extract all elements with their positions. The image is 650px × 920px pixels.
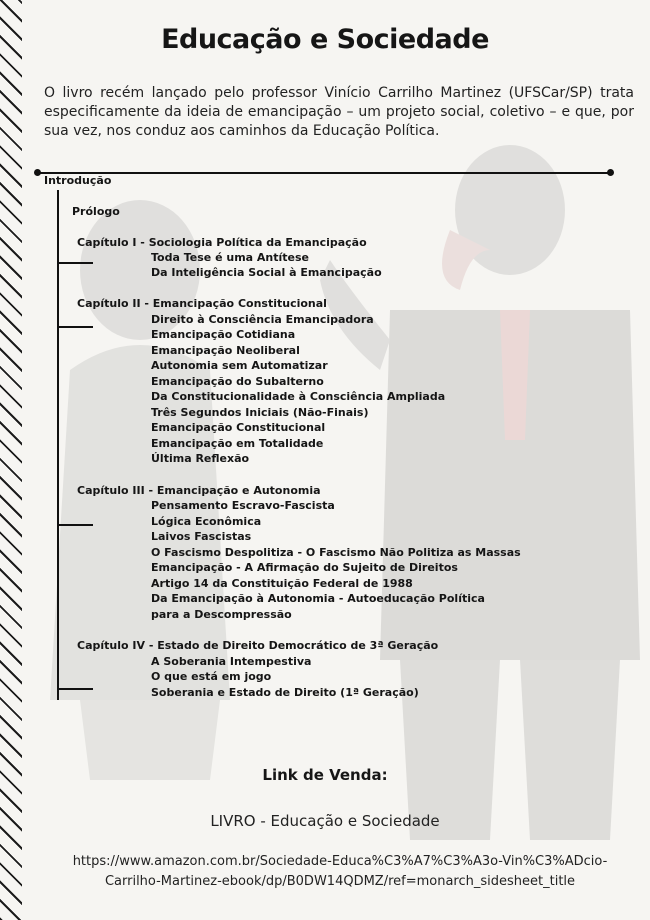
toc-item: Três Segundos Iniciais (Não-Finais) bbox=[151, 406, 369, 419]
toc-item: Autonomia sem Automatizar bbox=[151, 359, 328, 372]
page-title: Educação e Sociedade bbox=[161, 24, 489, 55]
toc-item: A Soberania Intempestiva bbox=[151, 655, 312, 668]
toc-item: Soberania e Estado de Direito (1ª Geração) bbox=[151, 686, 419, 699]
toc-top-rule bbox=[38, 172, 610, 174]
tick-cap3 bbox=[57, 524, 93, 526]
intro-paragraph: O livro recém lançado pelo professor Vinício Carrilho Martinez (UFSCar/SP) trata especificamente da ideia de emancipação – um projeto social, coletivo – e que, por sua vez, nos conduz aos caminhos da Educação Política. bbox=[44, 85, 634, 139]
rule-start-dot bbox=[34, 169, 41, 176]
toc-item: Lógica Econômica bbox=[151, 515, 262, 528]
toc-item: Artigo 14 da Constituição Federal de 1988 bbox=[151, 577, 413, 590]
book-link-title[interactable]: LIVRO - Educação e Sociedade bbox=[210, 812, 440, 830]
toc-item: Toda Tese é uma Antítese bbox=[151, 251, 310, 264]
toc-item: Emancipação Neoliberal bbox=[151, 344, 300, 357]
tick-cap1 bbox=[57, 262, 93, 264]
toc-vertical-rule bbox=[57, 190, 59, 700]
link-heading: Link de Venda: bbox=[262, 766, 388, 784]
toc-introducao: Introdução bbox=[44, 174, 112, 187]
purchase-url[interactable] bbox=[30, 852, 650, 892]
toc-item: Última Reflexão bbox=[151, 452, 250, 465]
toc-item: Emancipação do Subalterno bbox=[151, 375, 324, 388]
toc-cap2-heading: Capítulo II - Emancipação Constitucional bbox=[77, 297, 327, 310]
toc-item: Emancipação Constitucional bbox=[151, 421, 326, 434]
toc-item: Emancipação - A Afirmação do Sujeito de Direitos bbox=[151, 561, 458, 574]
url-line-2[interactable]: Carrilho-Martinez-ebook/dp/B0DW14QDMZ/ref=monarch_sidesheet_title bbox=[104, 874, 576, 889]
toc-item: Da Emancipação à Autonomia - Autoeducação Política bbox=[151, 592, 485, 605]
toc-item: Da Inteligência Social à Emancipação bbox=[151, 266, 382, 279]
toc-item: Direito à Consciência Emancipadora bbox=[151, 313, 374, 326]
toc-item: para a Descompressão bbox=[151, 608, 292, 621]
tick-cap2 bbox=[57, 326, 93, 328]
toc-item: O Fascismo Despolitiza - O Fascismo Não Politiza as Massas bbox=[151, 546, 521, 559]
toc-prologo: Prólogo bbox=[72, 205, 120, 218]
toc-cap4-heading: Capítulo IV - Estado de Direito Democrático de 3ª Geração bbox=[77, 639, 439, 652]
toc-cap3-heading: Capítulo III - Emancipação e Autonomia bbox=[77, 484, 321, 497]
toc-item: Emancipação em Totalidade bbox=[151, 437, 324, 450]
toc-item: Emancipação Cotidiana bbox=[151, 328, 296, 341]
toc-cap1-heading: Capítulo I - Sociologia Política da Emancipação bbox=[77, 236, 367, 249]
toc-item: Pensamento Escravo-Fascista bbox=[151, 499, 335, 512]
toc-item: O que está em jogo bbox=[151, 670, 272, 683]
toc-item: Da Constitucionalidade à Consciência Ampliada bbox=[151, 390, 446, 403]
url-line-1[interactable]: https://www.amazon.com.br/Sociedade-Educa%C3%A7%C3%A3o-Vin%C3%ADcio- bbox=[72, 854, 608, 869]
toc-item: Laivos Fascistas bbox=[151, 530, 252, 543]
rule-end-dot bbox=[607, 169, 614, 176]
tick-cap4 bbox=[57, 688, 93, 690]
